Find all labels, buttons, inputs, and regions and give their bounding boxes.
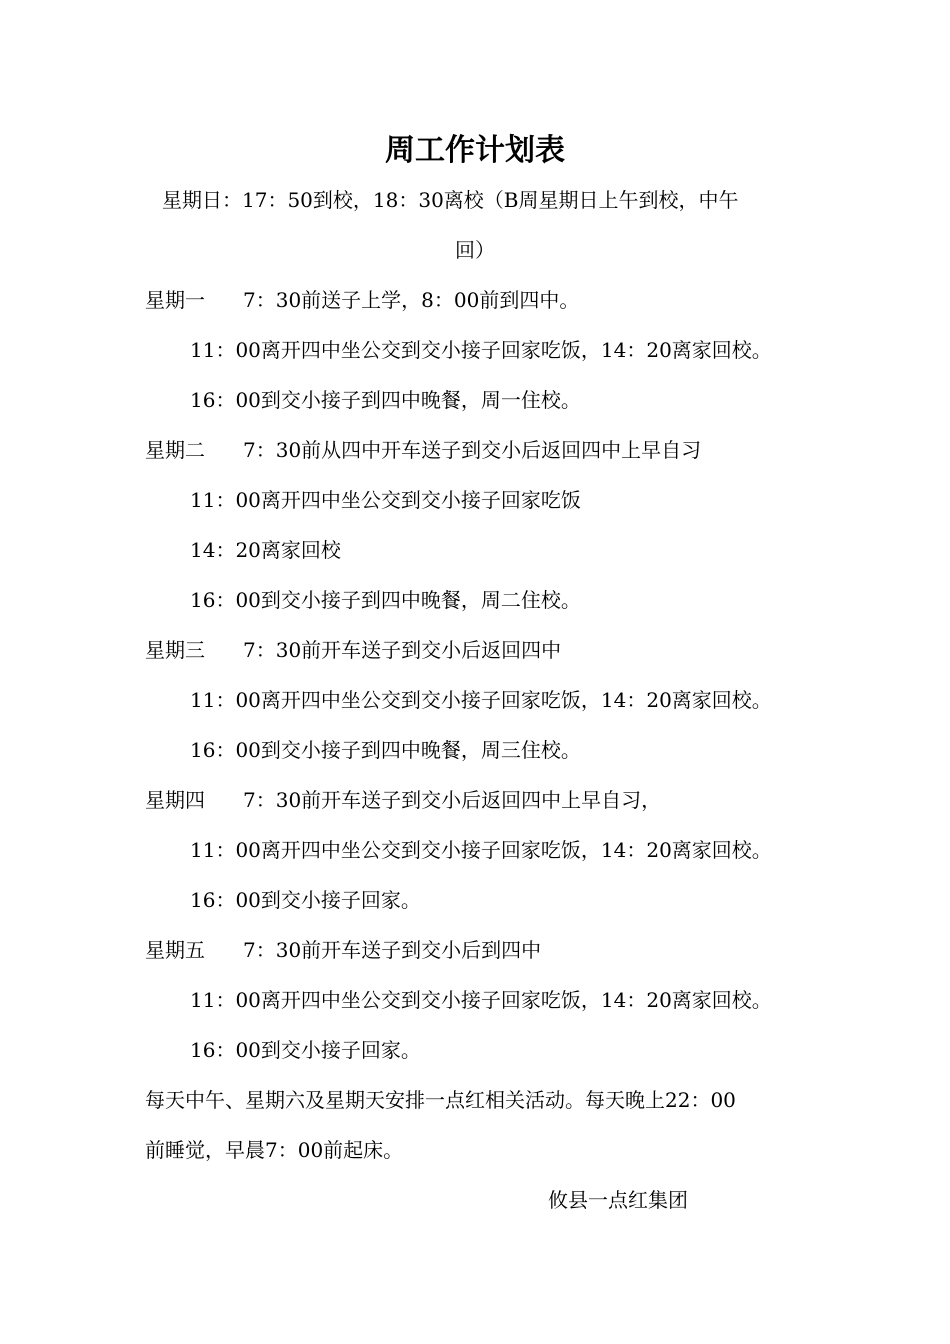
day-label: 星期二 [145, 438, 205, 462]
signature: 攸县一点红集团 [548, 1188, 688, 1212]
footer-note-line-2: 前睡觉，早晨7：00前起床。 [145, 1138, 404, 1162]
sunday-line-2: 回） [455, 238, 495, 262]
schedule-item: 16：00到交小接子回家。 [190, 1038, 421, 1062]
schedule-item: 11：00离开四中坐公交到交小接子回家吃饭，14：20离家回校。 [190, 338, 772, 362]
schedule-item: 11：00离开四中坐公交到交小接子回家吃饭 [190, 488, 581, 512]
page-title: 周工作计划表 [385, 133, 565, 168]
schedule-item: 16：00到交小接子到四中晚餐，周三住校。 [190, 738, 581, 762]
day-first-item: 7：30前开车送子到交小后返回四中上早自习， [243, 788, 662, 812]
schedule-item: 16：00到交小接子到四中晚餐，周二住校。 [190, 588, 581, 612]
day-row-thursday [145, 786, 661, 814]
footer-note-line-1: 每天中午、星期六及星期天安排一点红相关活动。每天晚上22：00 [145, 1088, 736, 1112]
day-label: 星期五 [145, 938, 205, 962]
day-row-wednesday [145, 636, 561, 664]
day-row-friday [145, 936, 541, 964]
schedule-item: 16：00到交小接子到四中晚餐，周一住校。 [190, 388, 581, 412]
day-row-tuesday [145, 436, 701, 464]
sunday-line-1: 星期日：17：50到校，18：30离校（B周星期日上午到校，中午 [162, 188, 739, 212]
schedule-item: 11：00离开四中坐公交到交小接子回家吃饭，14：20离家回校。 [190, 838, 772, 862]
schedule-item: 14：20离家回校 [190, 538, 341, 562]
schedule-item: 11：00离开四中坐公交到交小接子回家吃饭，14：20离家回校。 [190, 688, 772, 712]
day-label: 星期三 [145, 638, 205, 662]
schedule-item: 11：00离开四中坐公交到交小接子回家吃饭，14：20离家回校。 [190, 988, 772, 1012]
day-first-item: 7：30前开车送子到交小后到四中 [243, 938, 542, 962]
day-first-item: 7：30前开车送子到交小后返回四中 [243, 638, 562, 662]
schedule-item: 16：00到交小接子回家。 [190, 888, 421, 912]
day-first-item: 7：30前从四中开车送子到交小后返回四中上早自习 [243, 438, 702, 462]
day-first-item: 7：30前送子上学，8：00前到四中。 [243, 288, 580, 312]
day-label: 星期四 [145, 788, 205, 812]
day-label: 星期一 [145, 288, 205, 312]
day-row-monday [145, 286, 579, 314]
